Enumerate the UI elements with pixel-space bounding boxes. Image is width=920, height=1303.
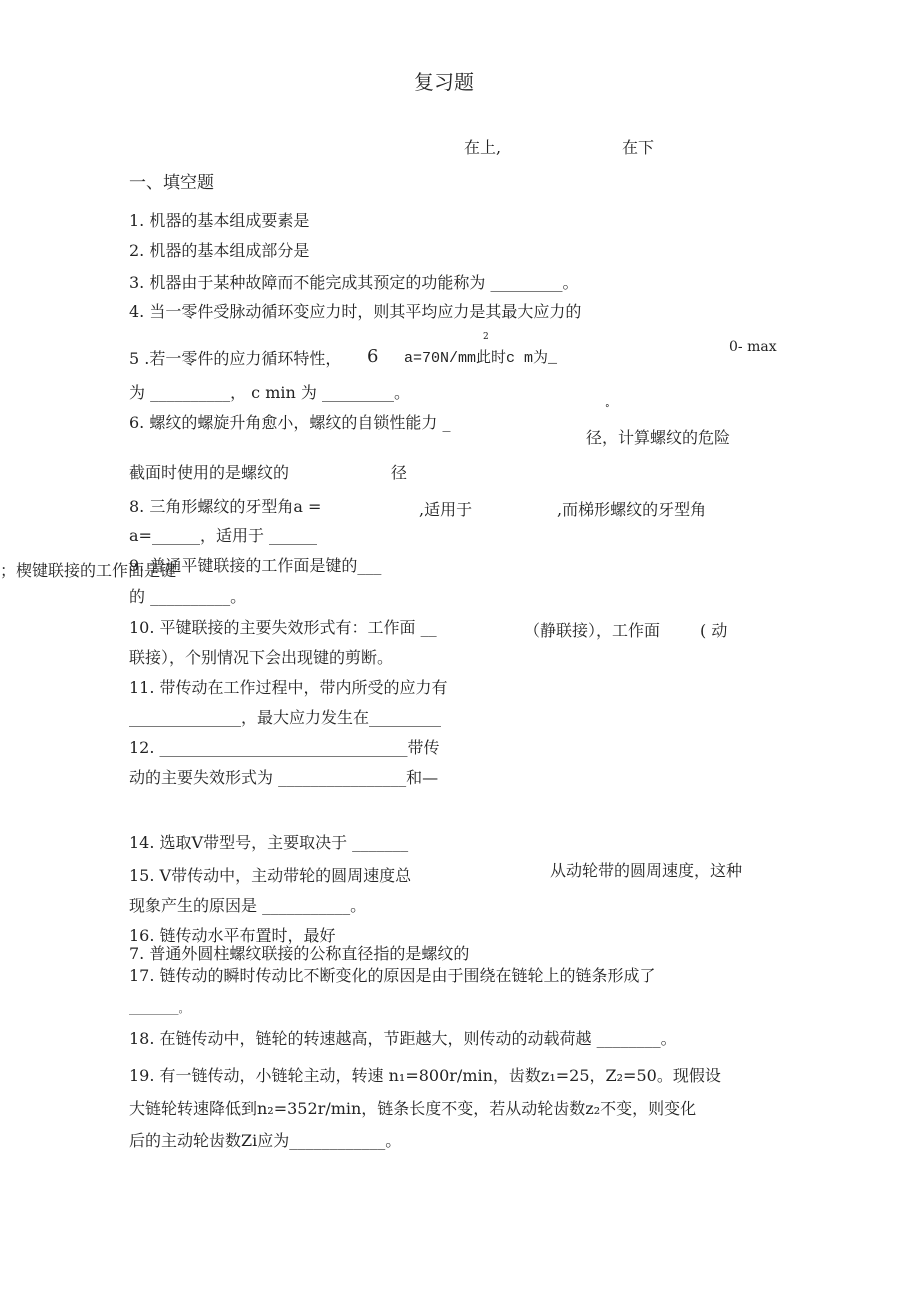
question-5: 5 .若一零件的应力循环特性，	[129, 349, 342, 368]
question-6: 6. 螺纹的螺旋升角愈小，螺纹的自锁性能力 _	[129, 413, 451, 432]
question-10: 10. 平键联接的主要失效形式有：工作面 __	[129, 618, 437, 637]
question-15-right: 从动轮带的圆周速度，这种	[550, 861, 743, 880]
question-7: 7. 普通外圆柱螺纹联接的公称直径指的是螺纹的	[129, 944, 470, 963]
question-8-line2: a=______，适用于 ______	[129, 526, 318, 545]
question-11: 11. 带传动在工作过程中，带内所受的应力有	[129, 678, 448, 697]
question-7-tail: 径	[391, 463, 408, 482]
question-9-line2: 的 __________。	[129, 587, 247, 606]
question-19-line3: 后的主动轮齿数Zi应为____________。	[129, 1131, 402, 1150]
q6-dot: °	[605, 404, 610, 414]
question-15: 15. V带传动中，主动带轮的圆周速度总	[129, 866, 412, 885]
question-10-right: ( 动	[700, 621, 728, 640]
question-6-right: 径，计算螺纹的危险	[586, 428, 731, 447]
q5-superscript: 2	[483, 332, 489, 342]
q5-sigma-max: 0- max	[729, 339, 777, 355]
question-19: 19. 有一链传动，小链轮主动，转速 n₁=800r/min，齿数z₁=25，Z₂=50。现假设	[129, 1066, 721, 1085]
question-9: 9. 普通平键联接的工作面是键的___	[129, 556, 382, 575]
question-15-line2: 现象产生的原因是 ___________。	[129, 896, 367, 915]
note-above: 在上,	[464, 138, 502, 157]
question-17-line2: _________。	[129, 1002, 190, 1015]
question-12: 12. _______________________________带传	[129, 738, 440, 757]
section-heading-fill-in: 一、填空题	[129, 173, 214, 193]
page-title: 复习题	[414, 70, 474, 94]
question-8-mid: ,适用于	[419, 500, 473, 519]
question-8: 8. 三角形螺纹的牙型角a =	[129, 497, 322, 516]
question-14: 14. 选取V带型号，主要取决于 _______	[129, 833, 409, 852]
question-16: 16. 链传动水平布置时，最好	[129, 926, 336, 945]
q5-six: 6	[367, 346, 379, 367]
question-7-continuation: 截面时使用的是螺纹的	[129, 463, 290, 482]
question-5-line2: 为 __________， c min 为 _________。	[129, 383, 410, 402]
question-11-line2: ______________，最大应力发生在_________	[129, 708, 442, 727]
question-10-mid: （静联接），工作面	[524, 621, 661, 640]
question-4: 4. 当一零件受脉动循环变应力时，则其平均应力是其最大应力的	[129, 302, 582, 321]
question-3: 3. 机器由于某种故障而不能完成其预定的功能称为 _________。	[129, 273, 579, 292]
question-1: 1. 机器的基本组成要素是	[129, 211, 310, 230]
question-17: 17. 链传动的瞬时传动比不断变化的原因是由于围绕在链轮上的链条形成了	[129, 966, 656, 985]
question-19-line2: 大链轮转速降低到n₂=352r/min，链条长度不变，若从动轮齿数z₂不变，则变化	[129, 1099, 697, 1118]
question-9-overlap: ；楔键联接的工作面是键	[0, 561, 177, 580]
question-10-line2: 联接），个别情况下会出现键的剪断。	[129, 648, 394, 667]
note-below: 在下	[622, 138, 655, 157]
question-18: 18. 在链传动中，链轮的转速越高，节距越大，则传动的动载荷越 ________。	[129, 1029, 677, 1048]
question-2: 2. 机器的基本组成部分是	[129, 241, 310, 260]
question-12-line2: 动的主要失效形式为 ________________和—	[129, 768, 439, 787]
q5-stress-value: a=70N/mm此时c m为_	[404, 350, 558, 367]
question-8-right: ,而梯形螺纹的牙型角	[557, 500, 707, 519]
